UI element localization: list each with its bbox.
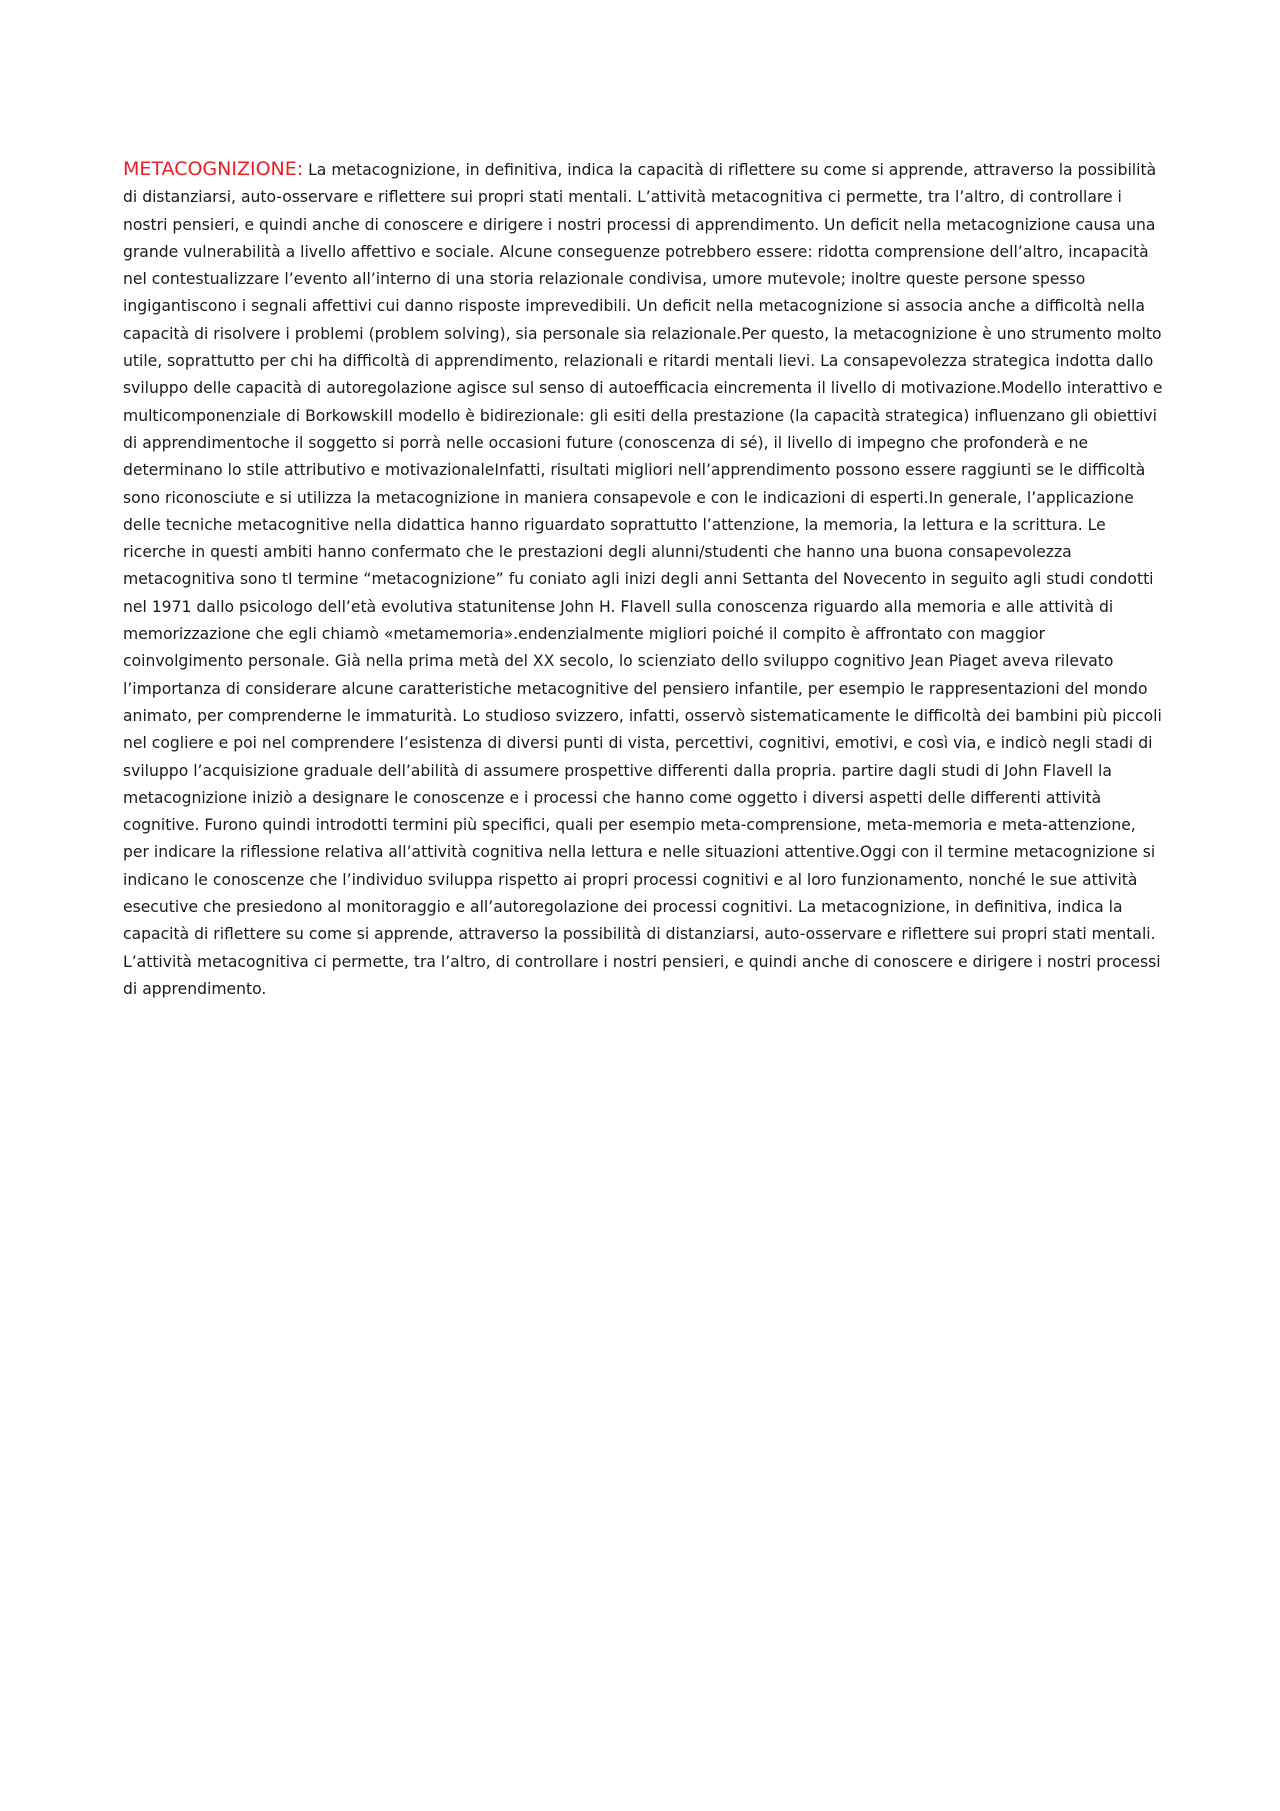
document-heading: METACOGNIZIONE: xyxy=(123,158,304,180)
document-text: La metacognizione, in definitiva, indica la capacità di riflettere su come si apprende, attraverso la possibilità di distanziarsi, auto-osservare e riflettere sui propri stati mentali. L’attività metacognitiva ci permette, tra l’altro, di controllare i nostri pensieri, e quindi anche di conoscere e dirigere i nostri processi di apprendimento. Un deficit nella metacognizione causa una grande vulnerabilità a livello affettivo e sociale. Alcune conseguenze potrebbero essere: ridotta comprensione dell’altro, incapacità nel contestualizzare l’evento all’interno di una storia relazionale condivisa, umore mutevole; inoltre queste persone spesso ingigantiscono i segnali affettivi cui danno risposte imprevedibili. Un deficit nella metacognizione si associa anche a difficoltà nella capacità di risolvere i problemi (problem solving), sia personale sia relazionale.Per questo, la metacognizione è uno strumento molto utile, soprattutto per chi ha difficoltà di apprendimento, relazionali e ritardi mentali lievi. La consapevolezza strategica indotta dallo sviluppo delle capacità di autoregolazione agisce sul senso di autoefficacia eincrementa il livello di motivazione.Modello interattivo e multicomponenziale di BorkowskiIl modello è bidirezionale: gli esiti della prestazione (la capacità strategica) influenzano gli obiettivi di apprendimentoche il soggetto si porrà nelle occasioni future (conoscenza di sé), il livello di impegno che profonderà e ne determinano lo stile attributivo e motivazionaleInfatti, risultati migliori nell’apprendimento possono essere raggiunti se le difficoltà sono riconosciute e si utilizza la metacognizione in maniera consapevole e con le indicazioni di esperti.In generale, l’applicazione delle tecniche metacognitive nella didattica hanno riguardato soprattutto l’attenzione, la memoria, la lettura e la scrittura. Le ricerche in questi ambiti hanno confermato che le prestazioni degli alunni/studenti che hanno una buona consapevolezza metacognitiva sono tI termine “metacognizione” fu coniato agli inizi degli anni Settanta del Novecento in seguito agli studi condotti nel 1971 dallo psicologo dell’età evolutiva statunitense John H. Flavell sulla conoscenza riguardo alla memoria e alle attività di memorizzazione che egli chiamò «metamemoria».endenzialmente migliori poiché il compito è affrontato con maggior coinvolgimento personale. Già nella prima metà del XX secolo, lo scienziato dello sviluppo cognitivo Jean Piaget aveva rilevato l’importanza di considerare alcune caratteristiche metacognitive del pensiero infantile, per esempio le rappresentazioni del mondo animato, per comprenderne le immaturità. Lo studioso svizzero, infatti, osservò sistematicamente le difficoltà dei bambini più piccoli nel cogliere e poi nel comprendere l’esistenza di diversi punti di vista, percettivi, cognitivi, emotivi, e così via, e indicò negli stadi di sviluppo l’acquisizione graduale dell’abilità di assumere prospettive differenti dalla propria. partire dagli studi di John Flavell la metacognizione iniziò a designare le conoscenze e i processi che hanno come oggetto i diversi aspetti delle differenti attività cognitive. Furono quindi introdotti termini più specifici, quali per esempio meta-comprensione, meta-memoria e meta-attenzione, per indicare la riflessione relativa all’attività cognitiva nella lettura e nelle situazioni attentive.Oggi con il termine metacognizione si indicano le conoscenze che l’individuo sviluppa rispetto ai propri processi cognitivi e al loro funzionamento, nonché le sue attività esecutive che presiedono al monitoraggio e all’autoregolazione dei processi cognitivi. La metacognizione, in definitiva, indica la capacità di riflettere su come si apprende, attraverso la possibilità di distanziarsi, auto-osservare e riflettere sui propri stati mentali. L’attività metacognitiva ci permette, tra l’altro, di controllare i nostri pensieri, e quindi anche di conoscere e dirigere i nostri processi di apprendimento. xyxy=(123,161,1163,998)
document-body xyxy=(123,156,1163,1003)
